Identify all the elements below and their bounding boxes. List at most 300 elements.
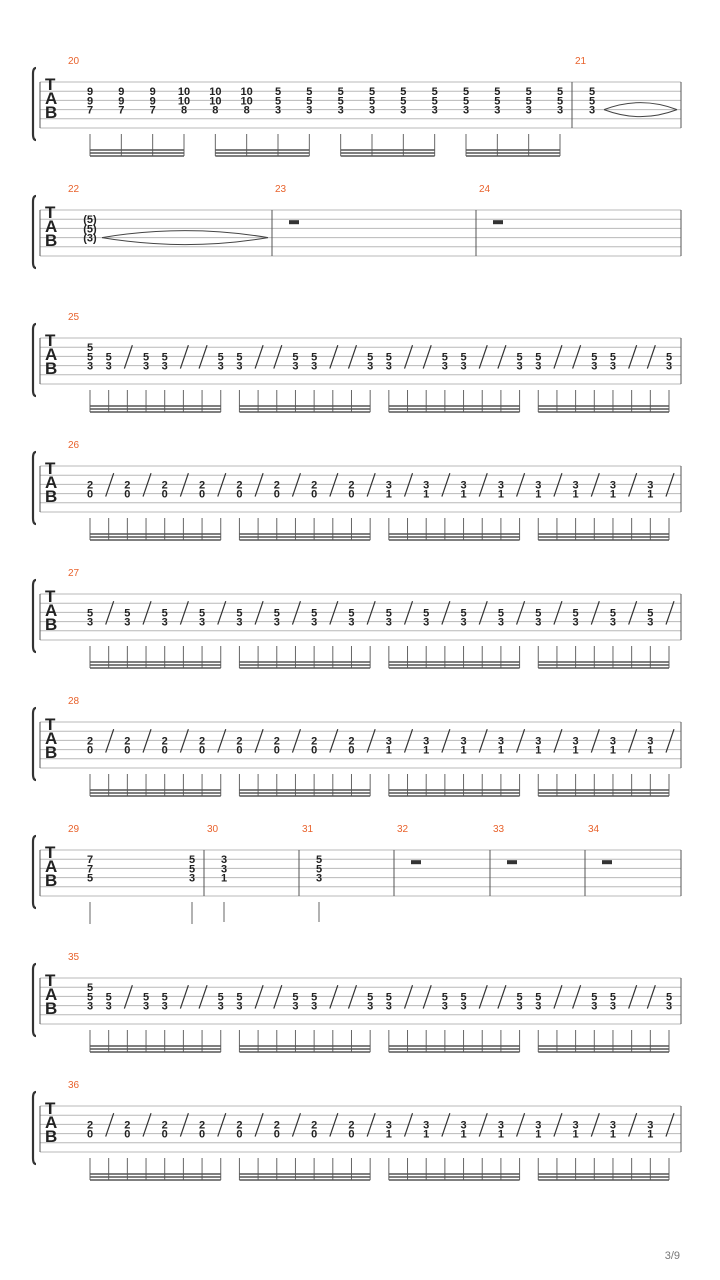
fret-number: 3 [572,1119,579,1132]
fret-number: (5) [83,223,97,236]
fret-number: 8 [243,104,250,117]
tab-clef-letter: A [45,1113,58,1132]
fret-number: 3 [274,104,282,117]
fret-number: 3 [217,360,224,373]
fret-number: 2 [236,1119,243,1132]
fret-number: 1 [572,488,579,501]
fret-number: 3 [497,1119,504,1132]
slash-note [591,473,599,496]
fret-number: 10 [240,95,253,108]
fret-number: 3 [556,104,564,117]
fret-number: 5 [556,86,564,99]
fret-number: 3 [385,1119,392,1132]
fret-number: 2 [86,735,94,748]
slash-note [218,473,226,496]
whole-rest [493,220,503,224]
fret-number: 5 [647,607,654,620]
fret-number: 0 [348,1128,355,1141]
fret-number: 3 [460,616,467,629]
fret-number: 5 [236,607,243,620]
fret-number: 3 [535,360,542,373]
fret-number: 0 [86,1128,94,1141]
fret-number: 3 [588,104,596,117]
fret-number: 1 [385,744,392,757]
fret-number: 0 [311,744,318,757]
fret-number: 5 [367,991,374,1004]
fret-number: 3 [609,479,617,492]
fret-number: 1 [385,1128,392,1141]
fret-number: 1 [609,744,617,757]
fret-number: 5 [86,351,94,364]
fret-number: 5 [516,991,523,1004]
fret-number: 5 [588,95,596,108]
fret-number: 1 [535,744,542,757]
fret-number: 3 [105,1000,112,1013]
fret-number: 2 [311,1119,318,1132]
fret-number: 3 [497,616,504,629]
tab-clef-letter: B [45,615,58,634]
fret-number: 5 [385,607,392,620]
fret-number: 3 [516,360,523,373]
fret-number: 0 [199,1128,206,1141]
fret-number: 2 [273,1119,280,1132]
fret-number: 5 [525,86,532,99]
fret-number: 1 [572,744,579,757]
fret-number: 0 [311,1128,318,1141]
fret-number: 2 [348,479,355,492]
fret-number: 3 [306,104,313,117]
fret-number: 5 [588,86,596,99]
fret-number: 3 [199,616,206,629]
fret-number: 5 [441,991,448,1004]
fret-number: 0 [236,744,243,757]
fret-number: 3 [423,479,430,492]
fret-number: 3 [220,854,228,867]
slash-note [479,345,487,368]
fret-number: 5 [306,95,313,108]
measure-number: 23 [275,184,287,195]
fret-number: 1 [497,744,504,757]
tab-clef-letter: B [45,743,58,762]
tab-clef-letter: T [45,971,56,990]
let-ring-tie [604,103,677,110]
tab-clef-letter: A [45,601,58,620]
fret-number: 3 [497,479,504,492]
fret-number: 1 [423,744,430,757]
tab-clef-letter: T [45,203,56,222]
tab-clef-letter: T [45,1099,56,1118]
fret-number: 5 [236,991,243,1004]
fret-number: 5 [385,351,392,364]
fret-number: 5 [348,607,355,620]
tab-clef-letter: A [45,217,58,236]
tab-clef-letter: B [45,231,58,250]
fret-number: 5 [431,86,438,99]
measure-number: 34 [588,824,600,835]
measure-number: 26 [68,440,80,451]
fret-number: 3 [460,1119,467,1132]
fret-number: 0 [273,488,280,501]
fret-number: 2 [311,479,318,492]
slash-note [405,473,413,496]
fret-number: 3 [516,1000,523,1013]
fret-number: 9 [86,86,94,99]
fret-number: 5 [86,872,94,885]
system-bracket [33,964,36,1036]
fret-number: 5 [306,86,313,99]
whole-rest [602,860,612,864]
whole-rest [289,220,299,224]
fret-number: 5 [315,863,323,876]
fret-number: 3 [142,360,150,373]
slash-note [330,473,338,496]
fret-number: 3 [385,735,392,748]
measure-number: 29 [68,824,80,835]
whole-rest [411,860,421,864]
fret-number: 3 [311,616,318,629]
fret-number: 5 [525,95,532,108]
fret-number: 3 [572,479,579,492]
fret-number: 3 [423,735,430,748]
slash-note [180,345,188,368]
fret-number: 2 [161,1119,168,1132]
slash-note [554,345,562,368]
fret-number: 3 [86,360,94,373]
fret-number: 3 [647,735,654,748]
fret-number: 3 [441,1000,448,1013]
fret-number: 2 [161,479,168,492]
fret-number: 5 [556,95,564,108]
fret-number: 1 [497,488,504,501]
fret-number: 2 [273,735,280,748]
fret-number: 1 [609,488,617,501]
let-ring-tie [102,238,268,245]
fret-number: 3 [591,1000,598,1013]
fret-number: 5 [609,607,617,620]
slash-note [629,345,637,368]
fret-number: 3 [665,360,673,373]
fret-number: 5 [142,991,150,1004]
measure-number: 21 [575,56,587,67]
fret-number: 2 [236,479,243,492]
slash-note [666,473,674,496]
fret-number: 2 [273,479,280,492]
tab-clef-letter: B [45,871,58,890]
slash-note [554,473,562,496]
let-ring-tie [604,110,677,117]
fret-number: 5 [572,607,579,620]
slash-note [106,473,114,496]
fret-number: 2 [86,1119,94,1132]
fret-number: 5 [188,863,196,876]
fret-number: 0 [124,1128,131,1141]
fret-number: 5 [535,351,542,364]
measure-number: 32 [397,824,409,835]
fret-number: 3 [337,104,344,117]
fret-number: 0 [273,1128,280,1141]
fret-number: 5 [292,351,299,364]
measure-number: 35 [68,952,80,963]
fret-number: 1 [535,488,542,501]
fret-number: 3 [525,104,532,117]
fret-number: 3 [609,1000,617,1013]
fret-number: 5 [462,95,470,108]
fret-number: 5 [460,991,467,1004]
tab-clef-letter: T [45,459,56,478]
fret-number: 3 [494,104,501,117]
fret-number: 10 [177,86,191,99]
fret-number: 5 [199,607,206,620]
fret-number: 3 [105,360,112,373]
fret-number: 3 [609,616,617,629]
fret-number: 3 [441,360,448,373]
slash-note [348,345,356,368]
fret-number: 3 [647,1119,654,1132]
fret-number: 1 [385,488,392,501]
fret-number: 5 [315,854,323,867]
fret-number: 3 [497,735,504,748]
tab-clef-letter: B [45,1127,58,1146]
slash-note [498,345,506,368]
fret-number: 5 [494,86,501,99]
fret-number: 3 [161,360,168,373]
fret-number: 5 [273,607,280,620]
tab-clef-letter: B [45,103,58,122]
measure-number: 31 [302,824,314,835]
fret-number: 9 [149,86,156,99]
fret-number: 1 [460,1128,467,1141]
fret-number: 5 [494,95,501,108]
fret-number: 0 [348,488,355,501]
fret-number: 3 [609,360,617,373]
fret-number: 2 [348,1119,355,1132]
fret-number: 3 [460,479,467,492]
fret-number: 1 [423,488,430,501]
slash-note [367,473,375,496]
fret-number: 3 [367,360,374,373]
fret-number: 2 [311,735,318,748]
fret-number: 1 [497,1128,504,1141]
fret-number: 1 [647,1128,654,1141]
fret-number: 3 [315,872,323,885]
fret-number: 3 [572,616,579,629]
fret-number: 5 [368,95,376,108]
fret-number: 9 [118,86,125,99]
fret-number: 2 [348,735,355,748]
fret-number: 3 [665,1000,673,1013]
fret-number: (3) [83,232,97,245]
fret-number: 8 [212,104,219,117]
fret-number: 5 [217,991,224,1004]
system-bracket [33,68,36,140]
fret-number: 5 [161,991,168,1004]
fret-number: 5 [665,351,673,364]
system-bracket [33,708,36,780]
fret-number: 3 [161,1000,168,1013]
fret-number: 5 [274,86,282,99]
fret-number: 5 [535,607,542,620]
fret-number: 10 [240,86,253,99]
fret-number: 5 [311,607,318,620]
system-bracket [33,836,36,908]
fret-number: 9 [86,95,94,108]
tab-clef-letter: T [45,843,56,862]
fret-number: (5) [83,214,97,227]
slash-note [629,473,637,496]
fret-number: 1 [220,872,228,885]
tab-clef-letter: T [45,75,56,94]
fret-number: 0 [86,744,94,757]
fret-number: 8 [180,104,188,117]
slash-note [255,345,263,368]
fret-number: 2 [199,479,206,492]
fret-number: 3 [292,360,299,373]
fret-number: 3 [423,1119,430,1132]
fret-number: 5 [609,991,617,1004]
fret-number: 5 [423,607,430,620]
measure-number: 27 [68,568,80,579]
fret-number: 3 [385,1000,392,1013]
fret-number: 3 [311,360,318,373]
fret-number: 0 [86,488,94,501]
fret-number: 1 [460,488,467,501]
slash-note [274,345,282,368]
fret-number: 3 [462,104,470,117]
fret-number: 7 [118,104,125,117]
fret-number: 3 [86,616,94,629]
tab-clef-letter: B [45,999,58,1018]
measure-number: 24 [479,184,491,195]
fret-number: 0 [161,488,168,501]
fret-number: 2 [199,735,206,748]
fret-number: 3 [236,616,243,629]
fret-number: 5 [460,351,467,364]
fret-number: 5 [337,95,344,108]
fret-number: 5 [591,351,598,364]
slash-note [124,345,132,368]
slash-note [423,345,431,368]
fret-number: 0 [348,744,355,757]
fret-number: 5 [516,351,523,364]
fret-number: 3 [460,735,467,748]
fret-number: 5 [441,351,448,364]
fret-number: 5 [591,991,598,1004]
fret-number: 5 [367,351,374,364]
fret-number: 2 [124,735,131,748]
fret-number: 10 [177,95,191,108]
fret-number: 0 [273,744,280,757]
fret-number: 3 [535,1119,542,1132]
slash-note [573,345,581,368]
fret-number: 2 [124,1119,131,1132]
fret-number: 2 [199,1119,206,1132]
fret-number: 5 [665,991,673,1004]
fret-number: 5 [400,86,407,99]
tab-clef-letter: B [45,487,58,506]
measure-number: 20 [68,56,80,67]
fret-number: 5 [124,607,131,620]
slash-note [517,473,525,496]
fret-number: 5 [236,351,243,364]
fret-number: 7 [86,863,94,876]
fret-number: 3 [423,616,430,629]
fret-number: 0 [199,488,206,501]
fret-number: 3 [236,360,243,373]
let-ring-tie [102,231,268,238]
fret-number: 0 [236,1128,243,1141]
fret-number: 3 [647,479,654,492]
fret-number: 5 [161,607,168,620]
slash-note [479,473,487,496]
page-number: 3/9 [664,1250,680,1262]
tab-clef-letter: T [45,715,56,734]
fret-number: 5 [86,342,94,355]
tab-clef-letter: A [45,857,58,876]
fret-number: 2 [236,735,243,748]
fret-number: 3 [385,360,392,373]
fret-number: 5 [535,991,542,1004]
fret-number: 3 [367,1000,374,1013]
fret-number: 7 [86,104,94,117]
fret-number: 7 [149,104,156,117]
fret-number: 10 [209,95,222,108]
fret-number: 5 [292,991,299,1004]
fret-number: 5 [400,95,407,108]
slash-note [330,345,338,368]
measure-number: 30 [207,824,219,835]
fret-number: 1 [460,744,467,757]
fret-number: 5 [188,854,196,867]
fret-number: 5 [86,982,94,995]
slash-note [292,473,300,496]
fret-number: 0 [161,744,168,757]
fret-number: 5 [431,95,438,108]
measure-number: 36 [68,1080,80,1091]
fret-number: 1 [647,744,654,757]
whole-rest [507,860,517,864]
fret-number: 3 [348,616,355,629]
slash-note [143,473,151,496]
slash-note [405,345,413,368]
fret-number: 5 [86,991,94,1004]
tab-clef-letter: A [45,473,58,492]
fret-number: 5 [217,351,224,364]
slash-note [180,473,188,496]
fret-number: 3 [460,1000,467,1013]
fret-number: 3 [86,1000,94,1013]
measure-number: 25 [68,312,80,323]
measure-number: 33 [493,824,505,835]
fret-number: 3 [124,616,131,629]
fret-number: 3 [385,479,392,492]
measure-number: 22 [68,184,80,195]
fret-number: 3 [161,616,168,629]
fret-number: 5 [462,86,470,99]
tab-clef-letter: A [45,729,58,748]
tab-clef-letter: T [45,331,56,350]
fret-number: 3 [535,735,542,748]
fret-number: 3 [368,104,376,117]
tab-clef-letter: B [45,359,58,378]
fret-number: 5 [86,607,94,620]
system-bracket [33,324,36,396]
fret-number: 5 [368,86,376,99]
fret-number: 3 [572,735,579,748]
fret-number: 5 [609,351,617,364]
fret-number: 3 [385,616,392,629]
tab-clef-letter: A [45,985,58,1004]
fret-number: 3 [217,1000,224,1013]
